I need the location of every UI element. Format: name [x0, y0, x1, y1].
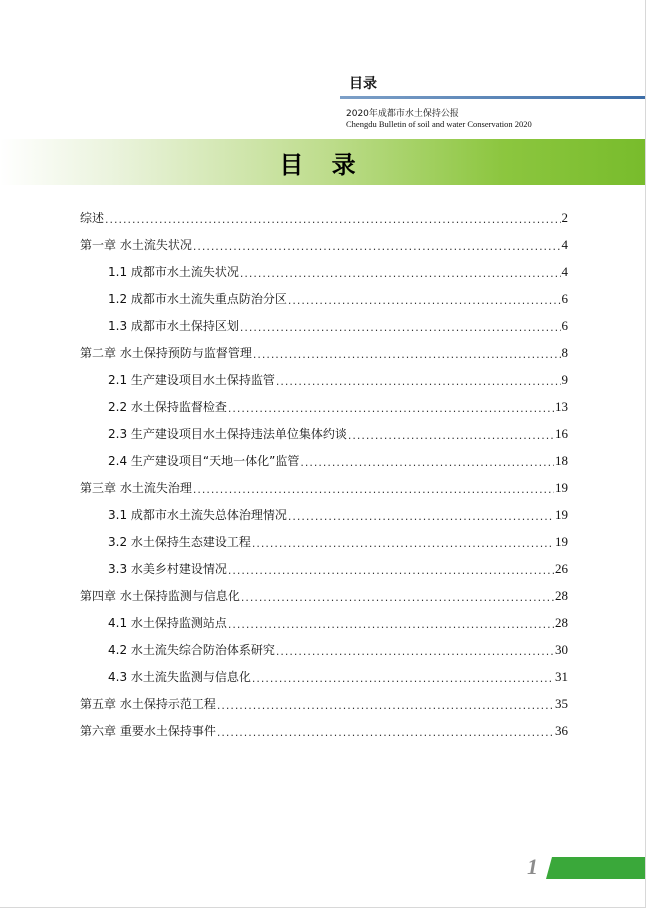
toc-entry-title: 3.3 水美乡村建设情况	[108, 562, 227, 576]
toc-entry-page: 30	[555, 641, 568, 657]
toc-subsection-entry[interactable]	[80, 555, 568, 582]
toc-entry-page: 28	[555, 587, 568, 603]
toc-chapter-entry[interactable]	[80, 582, 568, 609]
toc-dot-leader	[217, 726, 554, 739]
toc-subsection-entry[interactable]	[80, 447, 568, 474]
toc-entry-page: 2	[561, 209, 568, 225]
toc-dot-leader	[228, 618, 554, 631]
toc-subsection-entry[interactable]	[80, 420, 568, 447]
toc-dot-leader	[241, 591, 554, 604]
toc-chapter-entry[interactable]	[80, 690, 568, 717]
toc-entry-page: 35	[555, 695, 568, 711]
toc-entry-title: 2.1 生产建设项目水土保持监管	[108, 373, 275, 387]
toc-dot-leader	[252, 672, 554, 685]
toc-entry-page: 36	[555, 722, 568, 738]
toc-entry-page: 13	[555, 398, 568, 414]
toc-entry-title: 1.3 成都市水土保持区划	[108, 319, 239, 333]
footer-bar	[546, 857, 645, 879]
toc-dot-leader	[217, 699, 554, 712]
toc-dot-leader	[288, 510, 554, 523]
toc-entry-title: 第六章 重要水土保持事件	[80, 724, 216, 738]
toc-entry-page: 6	[561, 317, 568, 333]
toc-entry-title: 2.2 水土保持监督检查	[108, 400, 227, 414]
toc-entry-page: 18	[555, 452, 568, 468]
toc-entry-title: 第四章 水土保持监测与信息化	[80, 589, 240, 603]
toc-entry-title: 3.1 成都市水土流失总体治理情况	[108, 508, 287, 522]
toc-dot-leader	[228, 564, 554, 577]
toc-subsection-entry[interactable]	[80, 393, 568, 420]
toc-entry-page: 4	[561, 263, 568, 279]
toc-entry-title: 1.2 成都市水土流失重点防治分区	[108, 292, 287, 306]
toc-dot-leader	[193, 240, 561, 253]
toc-subsection-entry[interactable]	[80, 258, 568, 285]
toc-dot-leader	[288, 294, 561, 307]
toc-subsection-entry[interactable]	[80, 312, 568, 339]
toc-entry-title: 第五章 水土保持示范工程	[80, 697, 216, 711]
toc-dot-leader	[348, 429, 554, 442]
toc-entry-page: 4	[561, 236, 568, 252]
toc-entry-title: 2.4 生产建设项目“天地一体化”监管	[108, 454, 300, 468]
toc-entry-title: 4.1 水土保持监测站点	[108, 616, 227, 630]
toc-entry-title: 3.2 水土保持生态建设工程	[108, 535, 251, 549]
toc-entry-title: 第三章 水土流失治理	[80, 481, 192, 495]
toc-subsection-entry[interactable]	[80, 609, 568, 636]
toc-dot-leader	[253, 348, 561, 361]
toc-entry-title: 1.1 成都市水土流失状况	[108, 265, 239, 279]
toc-entry-title: 第一章 水土流失状况	[80, 238, 192, 252]
toc-entry-page: 28	[555, 614, 568, 630]
page-number: 1	[527, 854, 538, 879]
toc-dot-leader	[193, 483, 554, 496]
toc-entry-title: 4.3 水土流失监测与信息化	[108, 670, 251, 684]
toc-dot-leader	[240, 321, 561, 334]
toc-chapter-entry[interactable]	[80, 231, 568, 258]
toc-entry-title: 4.2 水土流失综合防治体系研究	[108, 643, 275, 657]
toc-chapter-entry[interactable]	[80, 339, 568, 366]
toc-dot-leader	[300, 456, 554, 469]
bulletin-title-cn: 2020年成都市水土保持公报	[346, 109, 459, 119]
toc-subsection-entry[interactable]	[80, 285, 568, 312]
toc-chapter-entry[interactable]	[80, 204, 568, 231]
toc-subsection-entry[interactable]	[80, 663, 568, 690]
toc-subsection-entry[interactable]	[80, 528, 568, 555]
toc-chapter-entry[interactable]	[80, 474, 568, 501]
toc-subsection-entry[interactable]	[80, 636, 568, 663]
toc-entry-page: 6	[561, 290, 568, 306]
toc-list	[80, 204, 568, 744]
toc-entry-page: 26	[555, 560, 568, 576]
toc-dot-leader	[228, 402, 554, 415]
section-label: 目录	[349, 76, 377, 92]
header-rule	[340, 96, 645, 99]
toc-entry-title: 综述	[80, 211, 105, 225]
toc-entry-page: 19	[555, 533, 568, 549]
toc-entry-page: 31	[555, 668, 568, 684]
toc-entry-title: 2.3 生产建设项目水土保持违法单位集体约谈	[108, 427, 347, 441]
toc-entry-page: 19	[555, 479, 568, 495]
toc-dot-leader	[252, 537, 554, 550]
bulletin-title-en: Chengdu Bulletin of soil and water Conservation 2020	[346, 119, 532, 129]
toc-entry-title: 第二章 水土保持预防与监督管理	[80, 346, 252, 360]
toc-entry-page: 9	[561, 371, 568, 387]
toc-entry-page: 16	[555, 425, 568, 441]
toc-dot-leader	[276, 645, 554, 658]
toc-subsection-entry[interactable]	[80, 366, 568, 393]
toc-subsection-entry[interactable]	[80, 501, 568, 528]
toc-entry-page: 8	[561, 344, 568, 360]
toc-chapter-entry[interactable]	[80, 717, 568, 744]
toc-dot-leader	[240, 267, 561, 280]
toc-title: 目 录	[279, 149, 366, 179]
toc-dot-leader	[276, 375, 561, 388]
toc-entry-page: 19	[555, 506, 568, 522]
toc-dot-leader	[105, 213, 560, 226]
